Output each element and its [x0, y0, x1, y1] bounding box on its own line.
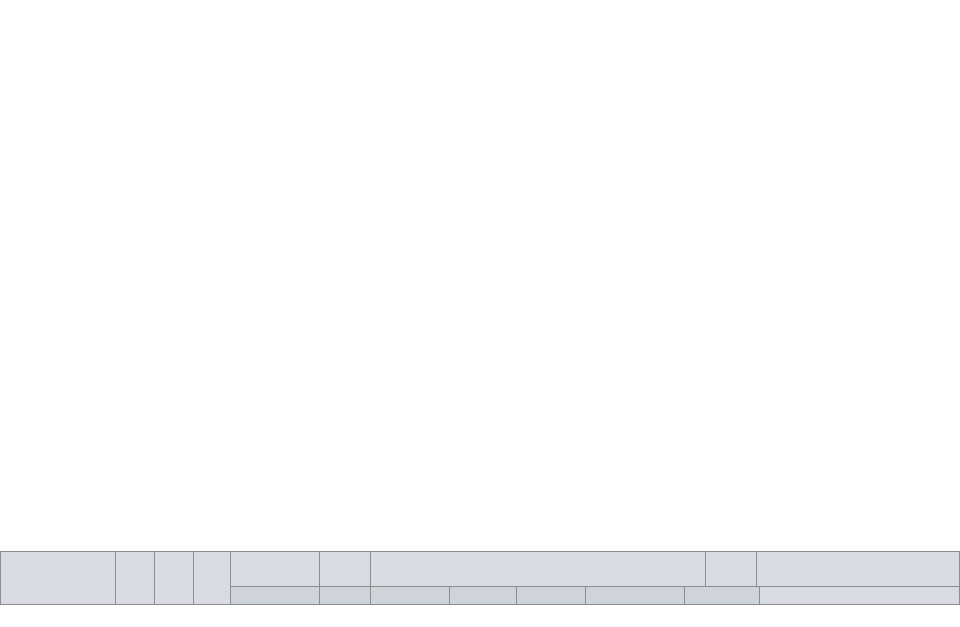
subheader-departure [370, 586, 450, 605]
subheader-departure [585, 586, 685, 605]
header-xen [193, 551, 231, 605]
header-july [230, 551, 320, 587]
header-august [319, 551, 371, 587]
subheader-2nd-class [449, 586, 517, 605]
header-september [370, 551, 706, 587]
header-trip [0, 551, 116, 605]
subheader-remarks-blank [759, 586, 960, 605]
table-header [0, 551, 960, 605]
header-taxes [705, 551, 757, 587]
subheader-1st-class [516, 586, 586, 605]
subheader-2nd-class [684, 586, 760, 605]
header-sel [115, 551, 155, 605]
header-remarks [756, 551, 960, 587]
header-diat [154, 551, 194, 605]
subheader-2nd-class [319, 586, 371, 605]
subheader-departure [230, 586, 320, 605]
